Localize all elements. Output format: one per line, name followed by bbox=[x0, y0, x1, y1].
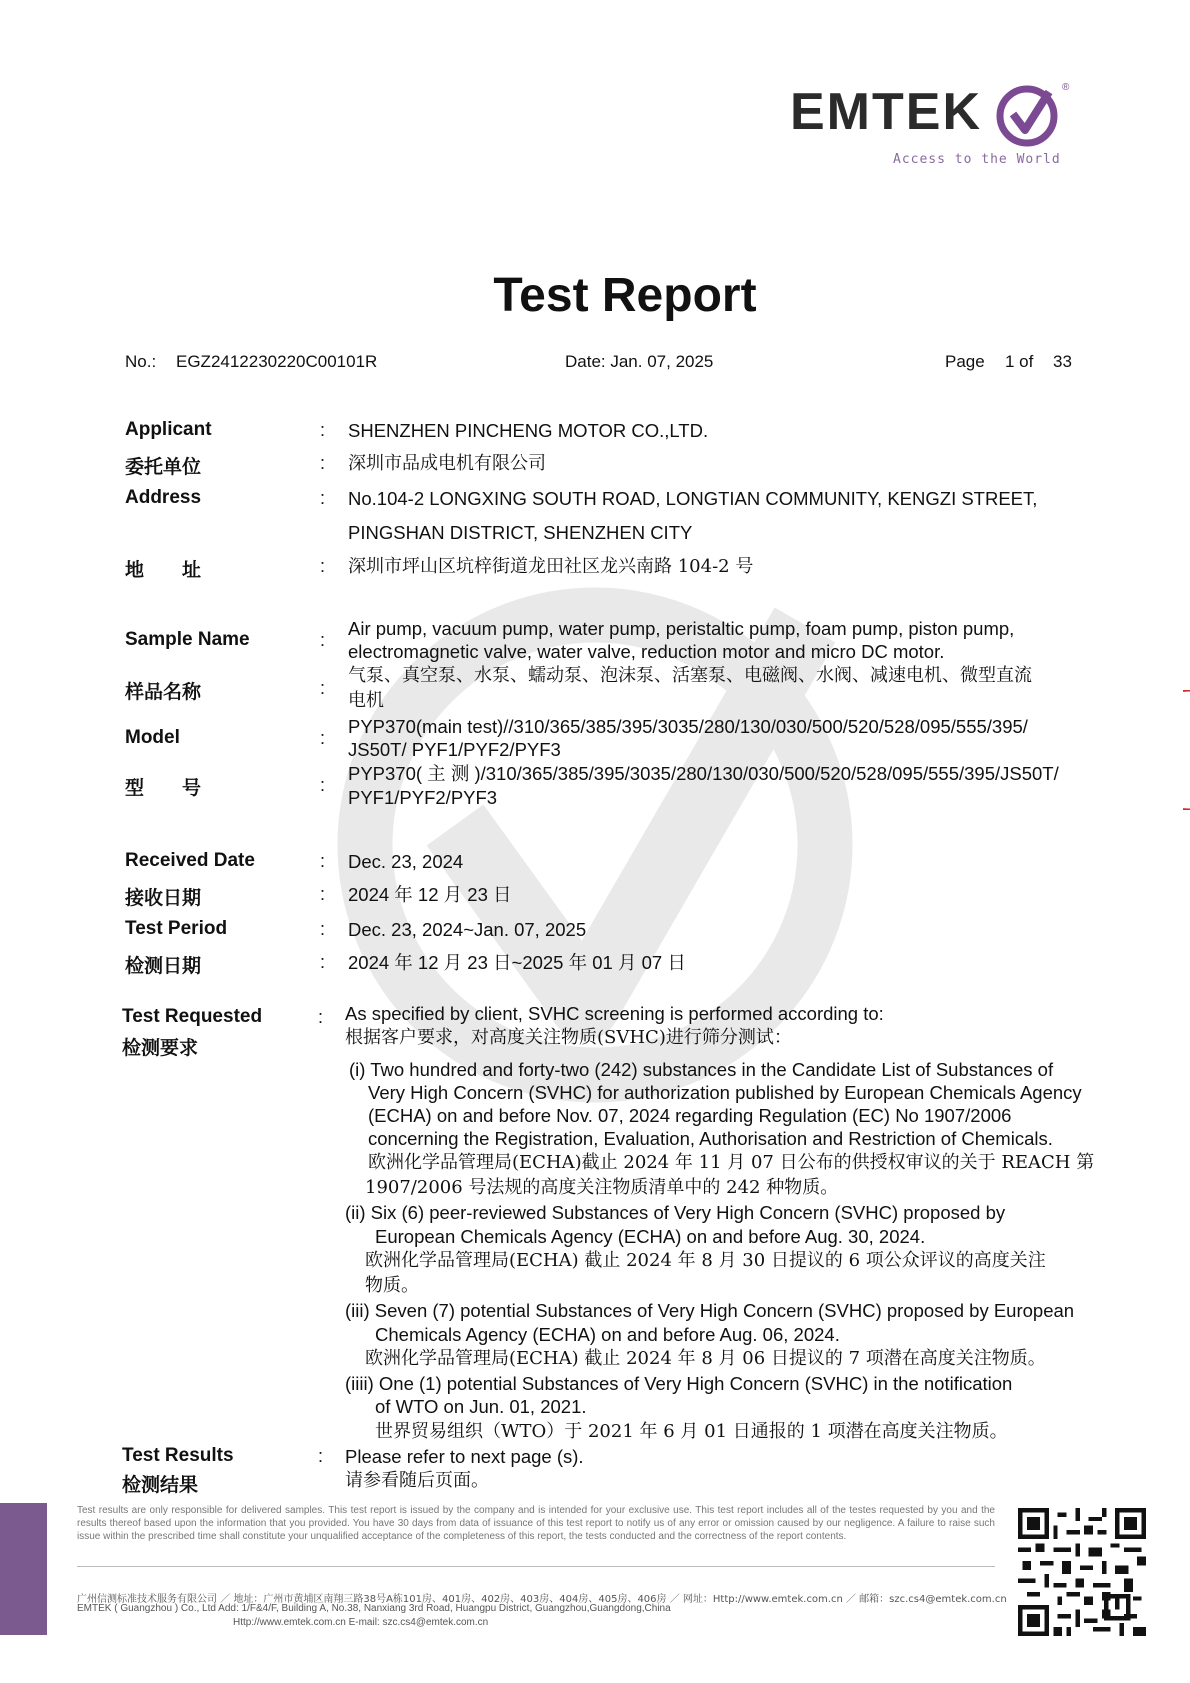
requirement-item-1-line4: concerning the Registration, Evaluation, Authorisation and Restriction of Chemicals. bbox=[368, 1128, 1053, 1149]
address-cn-value: 深圳市坪山区坑梓街道龙田社区龙兴南路 104-2 号 bbox=[348, 556, 754, 577]
applicant-value: SHENZHEN PINCHENG MOTOR CO.,LTD. bbox=[348, 420, 709, 441]
applicant-cn-value: 深圳市品成电机有限公司 bbox=[348, 453, 546, 474]
test-results-cn-label: 检测结果 bbox=[122, 1474, 199, 1496]
sample-name-cn-value-line2: 电机 bbox=[348, 690, 384, 711]
colon: : bbox=[320, 884, 326, 904]
test-results-label: Test Results bbox=[122, 1445, 234, 1466]
address-value-line2: PINGSHAN DISTRICT, SHENZHEN CITY bbox=[348, 522, 693, 543]
page-title: Test Report bbox=[493, 269, 757, 322]
sample-name-cn-value-line1: 气泵、真空泵、水泵、蠕动泵、泡沫泵、活塞泵、电磁阀、水阀、减速电机、微型直流 bbox=[348, 665, 1032, 686]
sample-name-label: Sample Name bbox=[125, 629, 250, 650]
colon: : bbox=[318, 1446, 324, 1466]
test-period-cn-label: 检测日期 bbox=[125, 955, 202, 977]
test-period-value: Dec. 23, 2024~Jan. 07, 2025 bbox=[348, 919, 587, 940]
requirement-item-4-line2: of WTO on Jun. 01, 2021. bbox=[375, 1396, 587, 1417]
logo-brand-text: EMTEK bbox=[790, 83, 982, 141]
colon: : bbox=[320, 488, 326, 508]
footer-contact-en: Http://www.emtek.com.cn E-mail: szc.cs4@emtek.com.cn bbox=[233, 1617, 489, 1628]
colon: : bbox=[320, 952, 326, 972]
page-total: 33 bbox=[1053, 352, 1072, 371]
model-label: Model bbox=[125, 727, 180, 748]
requirement-item-1-cn-line2: 1907/2006 号法规的高度关注物质清单中的 242 种物质。 bbox=[365, 1177, 839, 1198]
requirement-item-1-cn-line1: 欧洲化学品管理局(ECHA)截止 2024 年 11 月 07 日公布的供授权审议的关于 REACH 第 bbox=[368, 1152, 1095, 1173]
model-value-line2: JS50T/ PYF1/PYF2/PYF3 bbox=[348, 739, 561, 760]
page-label: Page bbox=[945, 352, 985, 371]
requirement-item-2-cn-line1: 欧洲化学品管理局(ECHA) 截止 2024 年 8 月 30 日提议的 6 项公众评议的高度关注 bbox=[365, 1250, 1046, 1271]
footer-address-cn: 广州信测标准技术服务有限公司 ／ 地址：广州市黄埔区南翔三路38号A栋101房、401房、402房、403房、404房、405房、406房 ／ 网址：Http://www.emtek.com.cn ／ 邮箱：szc.cs4@emtek.com.cn bbox=[77, 1594, 1007, 1605]
sample-name-cn-label: 样品名称 bbox=[125, 681, 202, 703]
received-date-cn-value: 2024 年 12 月 23 日 bbox=[348, 884, 512, 905]
check-circle-logo-icon bbox=[995, 84, 1059, 148]
received-date-value: Dec. 23, 2024 bbox=[348, 851, 464, 872]
address-value-line1: No.104-2 LONGXING SOUTH ROAD, LONGTIAN COMMUNITY, KENGZI STREET, bbox=[348, 488, 1038, 509]
applicant-label: Applicant bbox=[125, 419, 212, 440]
emtek-logo bbox=[790, 82, 1090, 172]
colon: : bbox=[320, 728, 326, 748]
test-results-value: Please refer to next page (s). bbox=[345, 1446, 584, 1467]
requirement-item-2-line2: European Chemicals Agency (ECHA) on and before Aug. 30, 2024. bbox=[375, 1226, 926, 1247]
applicant-cn-label: 委托单位 bbox=[125, 456, 202, 478]
requirement-item-1-line3: (ECHA) on and before Nov. 07, 2024 regarding Regulation (EC) No 1907/2006 bbox=[368, 1105, 1012, 1126]
requirement-item-1-line1: (i) Two hundred and forty-two (242) substances in the Candidate List of Substances of bbox=[349, 1059, 1054, 1080]
footer-accent-bar bbox=[0, 1503, 47, 1635]
logo-tagline: Access to the World bbox=[893, 152, 1061, 167]
colon: : bbox=[320, 775, 326, 795]
colon: : bbox=[320, 851, 326, 871]
stamp-edge-icon bbox=[1183, 690, 1190, 810]
requirement-item-2-cn-line2: 物质。 bbox=[365, 1275, 419, 1296]
page-number: 1 of bbox=[1005, 352, 1034, 371]
colon: : bbox=[320, 453, 326, 473]
test-requested-cn-label: 检测要求 bbox=[122, 1037, 199, 1059]
requirement-item-2-line1: (ii) Six (6) peer-reviewed Substances of Very High Concern (SVHC) proposed by bbox=[345, 1202, 1006, 1223]
qr-code-icon bbox=[1018, 1508, 1146, 1636]
report-number: EGZ2412230220C00101R bbox=[176, 352, 378, 371]
sample-name-value-line1: Air pump, vacuum pump, water pump, peristaltic pump, foam pump, piston pump, bbox=[348, 618, 1015, 639]
model-cn-value-line2: PYF1/PYF2/PYF3 bbox=[348, 787, 498, 808]
requirement-item-3-cn-line1: 欧洲化学品管理局(ECHA) 截止 2024 年 8 月 06 日提议的 7 项潜在高度关注物质。 bbox=[365, 1348, 1046, 1369]
requirement-item-4-cn-line1: 世界贸易组织（WTO）于 2021 年 6 月 01 日通报的 1 项潜在高度关注物质。 bbox=[375, 1421, 1008, 1442]
colon: : bbox=[320, 919, 326, 939]
requirement-item-3-line1: (iii) Seven (7) potential Substances of Very High Concern (SVHC) proposed by European bbox=[345, 1300, 1075, 1321]
received-date-cn-label: 接收日期 bbox=[125, 887, 202, 909]
address-cn-label: 地 址 bbox=[125, 559, 202, 581]
model-cn-value-line1: PYP370( 主 测 )/310/365/385/395/3035/280/130/030/500/520/528/095/555/395/JS50T/ bbox=[348, 763, 1059, 784]
colon: : bbox=[320, 678, 326, 698]
requirement-item-3-line2: Chemicals Agency (ECHA) on and before Aug. 06, 2024. bbox=[375, 1324, 840, 1345]
test-requested-intro: As specified by client, SVHC screening is performed according to: bbox=[345, 1003, 884, 1024]
colon: : bbox=[320, 556, 326, 576]
received-date-label: Received Date bbox=[125, 850, 255, 871]
registered-mark-icon: ® bbox=[1062, 82, 1070, 93]
test-requested-label: Test Requested bbox=[122, 1006, 263, 1027]
footer-divider bbox=[77, 1566, 995, 1567]
report-date: Date: Jan. 07, 2025 bbox=[565, 352, 714, 371]
test-period-cn-value: 2024 年 12 月 23 日~2025 年 01 月 07 日 bbox=[348, 952, 686, 973]
report-number-label: No.: bbox=[125, 352, 157, 371]
footer-disclaimer: Test results are only responsible for delivered samples. This test report is issued by the company and is intended for your exclusive use. This test report includes all of the testes requested by you and the results thereof based upon the information that you provided. You have 30 days from data of issuance of this test report to notify us of any error or omission caused by our negligence. A failure to raise such issue within the prescribed time shall constitute your unqualified acceptance of the completeness of this report, the tests conducted and the correctness of the report contents. bbox=[77, 1505, 995, 1542]
colon: : bbox=[318, 1007, 324, 1027]
test-results-cn-value: 请参看随后页面。 bbox=[345, 1470, 489, 1491]
sample-name-value-line2: electromagnetic valve, water valve, reduction motor and micro DC motor. bbox=[348, 641, 945, 662]
footer-address-en: EMTEK ( Guangzhou ) Co., Ltd Add: 1/F&4/F, Building A, No.38, Nanxiang 3rd Road, Huangpu District, Guangzhou,Guangdong,China bbox=[77, 1603, 671, 1614]
colon: : bbox=[320, 420, 326, 440]
test-period-label: Test Period bbox=[125, 918, 228, 939]
model-value-line1: PYP370(main test)//310/365/385/395/3035/280/130/030/500/520/528/095/555/395/ bbox=[348, 716, 1028, 737]
model-cn-label: 型 号 bbox=[125, 777, 202, 799]
requirement-item-1-line2: Very High Concern (SVHC) for authorization published by European Chemicals Agency bbox=[368, 1082, 1082, 1103]
test-requested-intro-cn: 根据客户要求，对高度关注物质(SVHC)进行筛分测试： bbox=[345, 1027, 792, 1048]
colon: : bbox=[320, 630, 326, 650]
address-label: Address bbox=[125, 487, 202, 508]
requirement-item-4-line1: (iiii) One (1) potential Substances of Very High Concern (SVHC) in the notification bbox=[345, 1373, 1013, 1394]
